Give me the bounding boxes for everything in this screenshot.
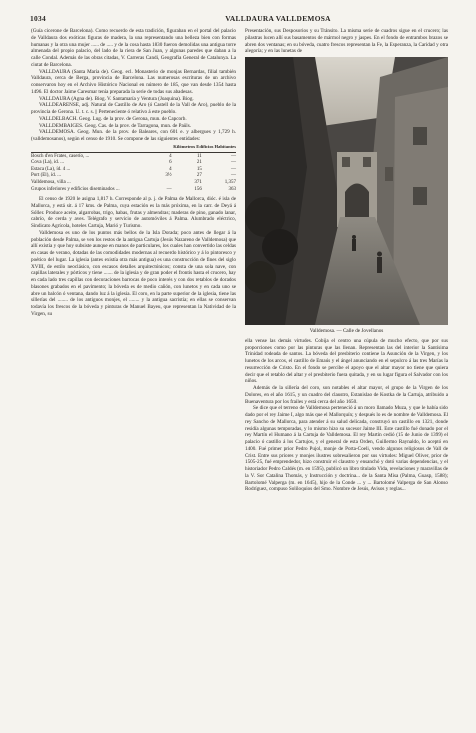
paragraph: Se dice que el terreno de Valldemosa perteneció á un moro llamado Muza, y que le había sido dado por el rey Jaime I, algo más que el Mallorquín; y después lo es de nombre de Valldemosa. El rey Sancho de Mallorca, para atender á su salud delicada, construyó un castillo en 1321, donde residía algunas temporadas, y lo mismo hizo su sucesor Jaime III. Este castillo fué donado por el rey Martín el Humano á la Cartuja de Valldemosa. El rey Martín cedió (15 de Junio de 1399) el palacio ó castillo á los Cartujos, y el general de esta Orden, Guillermo Raynaldo, lo aceptó en 1400. Fué primer prior Pedro Pujol, monje de Porta-Coeli, vendo algunos religiosos de Vall de Crist. Entre sus priores y monjes ilustres sobresalieron por sus virtudes: Miguel Oliver, prior de 1505-25, fué emprendedor, hizo construir el claustro y ensanchó y dotó varias dependencias, y el historiador Pedro Caldés (m. en 1595), publicó un libro titulado Vida, revelaciones y maravillas de la V. Sor Catalina Thomás, y Instrucción y doctrina... de la Santa Misa (Palma, Guasp, 1588); Bartolomé Valperga (m. en 1645), hijo de la Conde ... y ... Bartolomé Valperga de San Alonso Rodríguez, compuso Soliloquios del Smo. Nombre de Jesús, Avisos y reglas... — [245, 405, 448, 493]
entry-valldelbach: VALLDELBACH. Geog. Lug. de la prov. de Gerona, mun. de Capcorb. — [39, 115, 187, 122]
running-title: VALLDAURA VALLDEMOSA — [225, 14, 331, 23]
photo-caption: Valldemosa. — Calle de Jovellanos — [309, 328, 384, 334]
page-number: 1034 — [30, 14, 46, 23]
table-row: Port (El), íd. ... 3½ 27 — — [31, 173, 236, 179]
paragraph: ella vense las demás virtudes. Cobija el centro una cúpula de mucho efecto, que por sus proporciones como por las pinturas que las llenan. Representan las del interior la Santísima Trinidad rodeada de santos. La bóveda del presbiterio contiene la Asunción de la Virgen, y los lunetos de los arcos, el castillo de Emaús y el ángel anunciando en el sepulcro á las tres Marías la resurrección de Cristo. En el fondo se percibe el apoyo que el altar mayor no tiene que quiera decir que el retablo del altar y el presbiterio fuera quitada, y en su lugar figura el Salvador con los niños. — [245, 337, 448, 385]
paragraph: Presentación, sus Desposorios y su Tránsito. La misma serie de cuadros sigue en el crucero; las pilastras lucen allí sus basamentos de mármol negro y jaspes. En el fondo de entrambos brazos se abren dos ventanas; en su bóveda, cuatro frescos representan la Fe, la Esperanza, la Caridad y otra alegoría; y en las lunetas de — [245, 28, 448, 55]
paragraph: Valldemosa es uno de los puntos más bellos de la Isla Dorada; poco antes de llegar á la población desde Palma, se ven los restos de la antigua Cartuja (Jesús Nazareno de Valldemosa) que allí existía y que hoy subsiste aunque en manos de particulares, los cuales han convertido las celdas en casas de verano, dotadas de las comodidades modernas al recuerdo histórico y á lo pintoresco y poético del lugar. La iglesia (antes existía otra más antigua) es una construcción de fines del siglo XVIII, de estilo neoclásico, con escasos detalles arquitectónicos; consta de una sola nave, con capillas laterales y pórticos y tiene ....... de la iglesia y de gran poder el frontis hasta el crucero, hay en cada lado tres capillas con decoraciones barrocas de poco interés y con dos retablos de dorados blasones grabados en el pavimento; la bóveda es de medio cañón, con lunetos y en cada uno se abre un balcón ó ventana, dando luz á la iglesia. El coro, en la parte superior de la iglesia, tiene las sillerías del ........ de los antiguos monjes, el ........ y la antigua sacristía; en ellas se conservan todavía los frescos de la bóveda y pinturas de Manuel Bayeu, que representan la Natividad de la Virgen, su — [31, 229, 236, 317]
street-photo — [245, 57, 448, 325]
table-row: Estaca (La), íd. 4 ... 4 15 — — [31, 166, 236, 172]
street-photo-image — [245, 57, 448, 325]
left-column — [31, 28, 236, 318]
entry-valldemosa: VALLDEMOSA. Geog. Mun. de la prov. de Baleares, con 601 e. y albergues y 1,729 h. (valldemosanos), según el censo de 1910. Se compone de las siguientes entidades: — [31, 129, 236, 142]
table-row: Cova (La), id. ... 6 21 — — [31, 160, 236, 166]
entry-valldaura-agna: VALLDAURA (Agna de). Biog. V. Santamaría y Ventura (Joaquina). Biog. — [39, 95, 194, 102]
right-column — [245, 28, 448, 493]
entry-valldearense: VALLDEARENSE, adj. Natural de Castillo de Aro (ó Castell de la Vall de Aro), pueblo de la provincia de Gerona. U. t. c. s. || Perteneciente ó relativo á este pueblo. — [31, 102, 236, 115]
entry-valldaura-santa-maria: VALLDAURA (Santa María de). Geog. ecl. Monasterio de monjas Bernardas, filial también Valldaura, cerca de Berga, provincia de Barcelona. Las numerosas escrituras de un archivo conservaron hoy en el Archivo Histórico Nacional en número de 185, que van desde 1354 hasta 1496. El doctor Jaime Caresmar tenía preparada la serie de todas sus abadesas. — [31, 68, 236, 95]
paragraph: Además de la sillería del coro, son notables el altar mayor, el grupo de la Virgen de los Dolores, en el año 1615, y un cuadro del claustro, Estanislao de Kostka de la Cartuja, atribuido a Buenaventura por los frailes y está cerca del año 1650. — [245, 385, 448, 405]
page-header — [30, 14, 446, 26]
table-row: Grupos inferiores y edificios diseminados ... — 156 363 — [31, 187, 236, 193]
paragraph: El censo de 1920 le asigna 1,817 h. Corresponde al p. j. de Palma de Mallorca, dióc. é isla de Mallorca, y está sit. á 17 kms. de Palma, cuya estación es la más próxima, en la carr. de Deyá á Sóller. Produce aceite, algarrobas, trigo, habas, frutas y almendras; maderas de pino, ganado lanar, cabrío, de cerda y aves. Telégrafo y servicio de automóviles á Palma. Alumbrado eléctrico, Sindicato Agrícola, hoteles Cartuja, Marió y Turismo. — [31, 196, 236, 230]
entry-valldembaiges: VALLDEMBAIGES. Geog. Cas. de la prov. de Tarragona, mun. de Paüls. — [39, 122, 192, 129]
population-table — [31, 154, 236, 195]
paragraph: (Guía cicerone de Barcelona). Como recuerdo de esta tradición, figuraban en el portal del palacio de Valldaura dos exóticas figuras de madera, la una representando una belleza bien con formas humanas y la otra una mujer ...... de ..... y de la cosa hasta 1830 fueron demolidas una antigua torre almenada del propio palacio, del lado de la riera de San Juan, y algunas paredes que daban a la calle Condal. Además de las obras citadas, V. Carreras Candi, Geografía General de Catalunya. La ciutat de Barcelona. — [31, 28, 236, 68]
table-header: Kilómetros Edificios Habitantes — [31, 144, 236, 153]
table-row: Bosch d'en Frates, caserío, ... 4 11 — — [31, 153, 236, 159]
table-row: Valldemosa, villa ... 371 1,357 — [31, 179, 236, 185]
